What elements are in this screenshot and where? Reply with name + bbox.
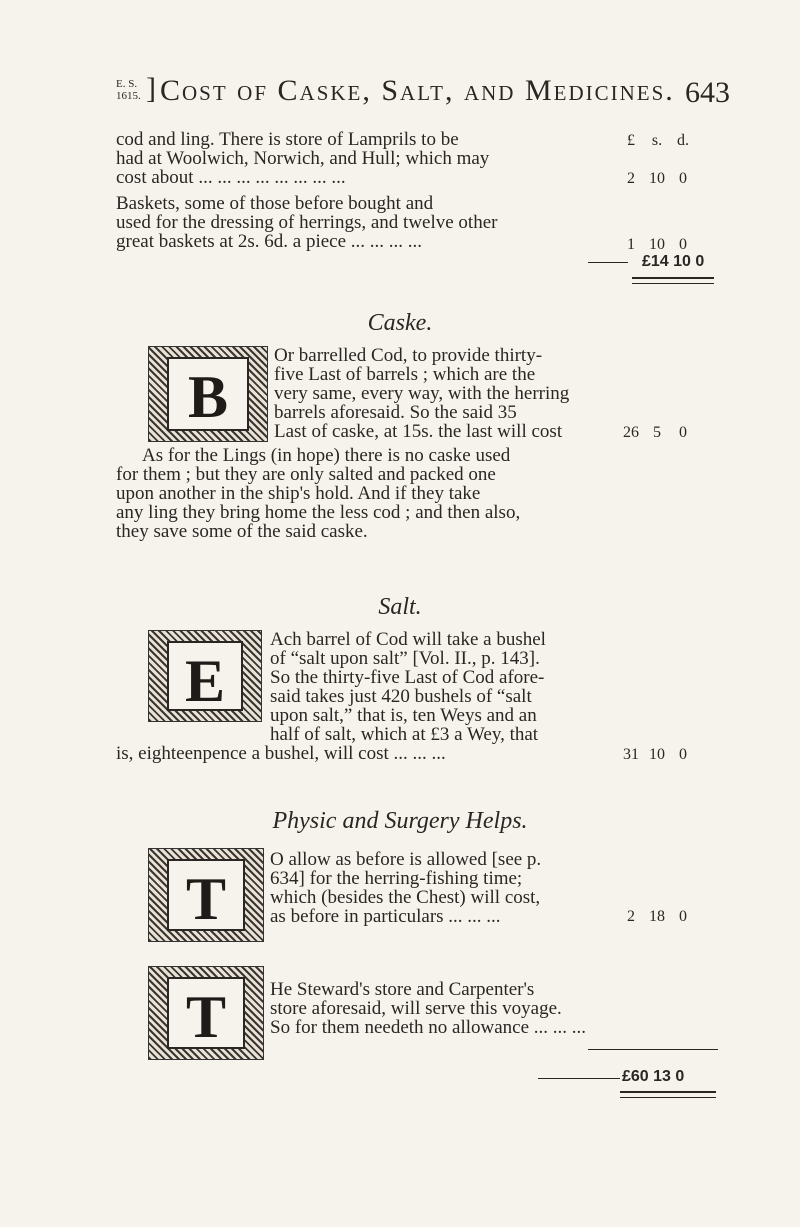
text-line: used for the dressing of herrings, and twelve other — [116, 213, 498, 232]
sum-rule — [588, 262, 628, 263]
pounds: 1 — [627, 236, 635, 253]
text-line: said takes just 420 bushels of “salt — [270, 687, 532, 706]
dropcap-letter: B — [167, 357, 249, 431]
pence: 0 — [679, 236, 687, 253]
text-line: half of salt, which at £3 a Wey, that — [270, 725, 539, 744]
shillings-head: s. — [651, 132, 663, 149]
salt-amount — [618, 746, 696, 764]
text-line: Ach barrel of Cod will take a bushel — [270, 630, 546, 649]
steward-paragraph — [270, 980, 616, 1037]
text-line: So the thirty-five Last of Cod afore- — [270, 668, 545, 687]
text-line: As for the Lings (in hope) there is no caske used — [142, 446, 511, 465]
text-line: great baskets at 2s. 6d. a piece ... ... ... ... — [116, 232, 423, 251]
page-number: 643 — [685, 76, 730, 109]
shillings: 10 — [649, 236, 665, 253]
pence: 0 — [679, 170, 687, 187]
bracket: ] — [146, 72, 156, 105]
dropcap-letter: E — [167, 641, 243, 711]
section-title-salt: Salt. — [378, 594, 422, 620]
double-rule — [620, 1091, 716, 1098]
text-line: He Steward's store and Carpenter's — [270, 980, 535, 999]
margin-reference-year: 1615. — [116, 90, 141, 102]
text-line: store aforesaid, will serve this voyage. — [270, 999, 562, 1018]
pence-head: d. — [677, 132, 689, 149]
grand-total: £60 13 0 — [622, 1068, 685, 1085]
text-line: of “salt upon salt” [Vol. II., p. 143]. — [270, 649, 540, 668]
lamprils-amount — [618, 170, 696, 188]
shillings: 10 — [649, 746, 665, 763]
physic-paragraph — [270, 850, 616, 926]
salt-paragraph — [270, 630, 616, 725]
dropcap-ornament — [148, 346, 268, 442]
pounds: 2 — [627, 170, 635, 187]
text-line: any ling they bring home the less cod ; and then also, — [116, 503, 521, 522]
text-line: upon salt,” that is, ten Weys and an — [270, 706, 537, 725]
sum-rule — [588, 1049, 718, 1050]
text-line: Or barrelled Cod, to provide thirty- — [274, 346, 543, 365]
money-column-heads — [618, 132, 696, 150]
margin-reference-top: E. S. — [116, 78, 138, 90]
pounds: 26 — [623, 424, 639, 441]
running-header — [116, 72, 730, 114]
shillings: 18 — [649, 908, 665, 925]
pounds: 31 — [623, 746, 639, 763]
caske-paragraph — [274, 346, 614, 441]
dropcap-ornament — [148, 848, 264, 942]
text-line: Last of caske, at 15s. the last will cost — [274, 422, 563, 441]
baskets-amount — [618, 236, 696, 254]
text-line: 634] for the herring-fishing time; — [270, 869, 523, 888]
physic-amount — [618, 908, 696, 926]
text-line: barrels aforesaid. So the said 35 — [274, 403, 517, 422]
text-line: they save some of the said caske. — [116, 522, 368, 541]
section-title-caske: Caske. — [367, 310, 433, 336]
double-rule — [632, 277, 714, 284]
pence: 0 — [679, 908, 687, 925]
text-line: very same, every way, with the herring — [274, 384, 570, 403]
text-line: which (besides the Chest) will cost, — [270, 888, 541, 907]
sum-rule — [538, 1078, 620, 1079]
caske-amount — [618, 424, 696, 442]
lamprils-paragraph — [116, 130, 616, 187]
text-line: cost about ... ... ... ... ... ... ... ... — [116, 168, 346, 187]
text-line: is, eighteenpence a bushel, will cost ... ... ... — [116, 744, 446, 763]
dropcap-ornament — [148, 630, 262, 722]
pounds-head: £ — [627, 132, 635, 149]
text-line: had at Woolwich, Norwich, and Hull; which may — [116, 149, 490, 168]
salt-paragraph-tail — [116, 725, 616, 763]
page-title: Cost of Caske, Salt, and Medicines. — [160, 74, 675, 107]
shillings: 5 — [653, 424, 661, 441]
dropcap-ornament — [148, 966, 264, 1060]
text-line: So for them needeth no allowance ... ... ... — [270, 1018, 587, 1037]
text-line: upon another in the ship's hold. And if they take — [116, 484, 481, 503]
text-line: cod and ling. There is store of Lamprils to be — [116, 130, 459, 149]
pounds: 2 — [627, 908, 635, 925]
section-title-physic: Physic and Surgery Helps. — [272, 808, 528, 834]
pence: 0 — [679, 746, 687, 763]
subtotal-1: £14 10 0 — [642, 253, 705, 270]
text-line: five Last of barrels ; which are the — [274, 365, 536, 384]
dropcap-letter: T — [167, 859, 245, 931]
dropcap-letter: T — [167, 977, 245, 1049]
pence: 0 — [679, 424, 687, 441]
shillings: 10 — [649, 170, 665, 187]
lings-paragraph — [116, 446, 616, 541]
text-line: for them ; but they are only salted and packed one — [116, 465, 496, 484]
text-line: O allow as before is allowed [see p. — [270, 850, 542, 869]
text-line: Baskets, some of those before bought and — [116, 194, 434, 213]
baskets-paragraph — [116, 194, 616, 251]
margin-reference — [116, 78, 146, 102]
text-line: as before in particulars ... ... ... — [270, 907, 501, 926]
